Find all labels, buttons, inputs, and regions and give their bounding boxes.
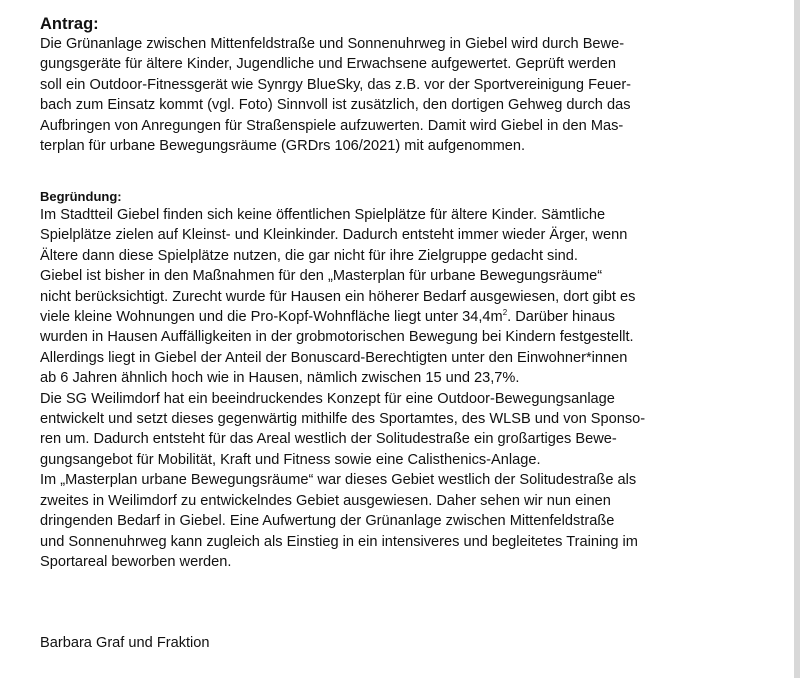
begruendung-line: zweites in Weilimdorf zu entwickelndes Gebiet ausgewiesen. Daher sehen wir nun einen <box>40 492 611 509</box>
superscript: 2 <box>502 308 508 318</box>
begruendung-line: Im Stadtteil Giebel finden sich keine öffentlichen Spielplätze für ältere Kinder. Sämtliche <box>40 207 606 223</box>
antrag-paragraph <box>40 34 631 156</box>
begruendung-line <box>40 307 645 327</box>
begruendung-line: Sportareal beworben werden. <box>40 553 232 570</box>
antrag-line: Aufbringen von Anregungen für Straßenspiele aufzuwerten. Damit wird Giebel in den Mas- <box>40 117 624 134</box>
begruendung-line: Spielplätze zielen auf Kleinst- und Kleinkinder. Dadurch entsteht immer wieder Ärger, wenn <box>40 227 628 244</box>
begruendung-line: ab 6 Jahren ähnlich hoch wie in Hausen, nämlich zwischen 15 und 23,7%. <box>40 370 520 387</box>
begruendung-line: und Sonnenuhrweg kann zugleich als Einstieg in ein intensiveres und begleitetes Training im <box>40 533 638 550</box>
antrag-line: Die Grünanlage zwischen Mittenfeldstraße und Sonnenuhrweg in Giebel wird durch Bewe- <box>40 36 625 52</box>
begruendung-line: Im „Masterplan urbane Bewegungsräume“ war dieses Gebiet westlich der Solitudestraße als <box>40 472 637 489</box>
begruendung-line-text: viele kleine Wohnungen und die Pro-Kopf-Wohnfläche liegt unter 34,4m <box>40 309 503 326</box>
begruendung-line: wurden in Hausen Auffälligkeiten in der grobmotorischen Bewegung bei Kindern festgestellt. <box>40 329 634 346</box>
begruendung-line: Allerdings liegt in Giebel der Anteil der Bonuscard-Berechtigten unter den Einwohner*innen <box>40 349 628 366</box>
antrag-line: gungsgeräte für ältere Kinder, Jugendliche und Erwachsene aufgewertet. Geprüft werden <box>40 56 617 73</box>
page-edge <box>794 0 800 678</box>
begruendung-paragraph <box>40 205 645 572</box>
antrag-line: terplan für urbane Bewegungsräume (GRDrs 106/2021) mit aufgenommen. <box>40 138 526 155</box>
antrag-heading: Antrag: <box>40 15 99 33</box>
begruendung-heading: Begründung: <box>40 189 122 204</box>
begruendung-line: nicht berücksichtigt. Zurecht wurde für Hausen ein höherer Bedarf ausgewiesen, dort gibt es <box>40 288 636 305</box>
begruendung-line: gungsangebot für Mobilität, Kraft und Fitness sowie eine Calisthenics-Anlage. <box>40 451 541 468</box>
begruendung-line: ren um. Dadurch entsteht für das Areal westlich der Solitudestraße ein großartiges Bewe- <box>40 431 617 448</box>
antrag-line: bach zum Einsatz kommt (vgl. Foto) Sinnvoll ist zusätzlich, den dortigen Gehweg durch das <box>40 97 631 114</box>
begruendung-line: entwickelt und setzt dieses gegenwärtig mithilfe des Sportamtes, des WLSB und von Sponso- <box>40 411 646 428</box>
begruendung-line: Die SG Weilimdorf hat ein beeindruckendes Konzept für eine Outdoor-Bewegungsanlage <box>40 390 615 407</box>
begruendung-line: Giebel ist bisher in den Maßnahmen für den „Masterplan für urbane Bewegungsräume“ <box>40 268 603 285</box>
begruendung-line-tail: . Darüber hinaus <box>507 309 616 326</box>
begruendung-line: dringenden Bedarf in Giebel. Eine Aufwertung der Grünanlage zwischen Mittenfeldstraße <box>40 513 615 530</box>
begruendung-line: Ältere dann diese Spielplätze nutzen, die gar nicht für ihre Zielgruppe gedacht sind. <box>40 247 578 264</box>
signature: Barbara Graf und Fraktion <box>40 635 210 651</box>
antrag-line: soll ein Outdoor-Fitnessgerät wie Synrgy BlueSky, das z.B. vor der Sportvereinigung Feuer- <box>40 76 632 93</box>
